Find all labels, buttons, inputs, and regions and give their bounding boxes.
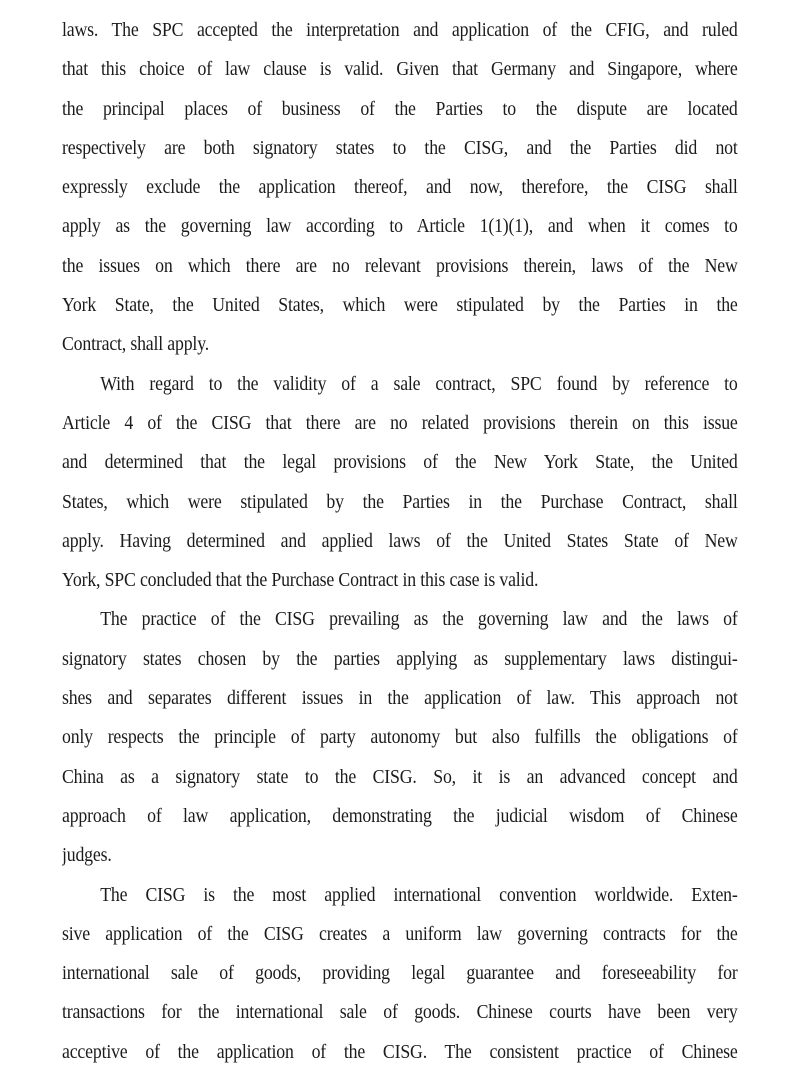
text-line: international sale of goods, providing legal guarantee and foreseeability for [62,962,738,985]
text-line: sive application of the CISG creates a uniform law governing contracts for the [62,922,738,945]
text-line: York State, the United States, which were stipulated by the Parties in the [62,294,738,317]
text-line: approach of law application, demonstrating the judicial wisdom of Chinese [62,804,738,827]
paragraph [62,11,738,365]
text-line: The practice of the CISG prevailing as the governing law and the laws of [100,608,738,631]
text-line: that this choice of law clause is valid. Given that Germany and Singapore, where [62,58,738,81]
text-line: shes and separates different issues in the application of law. This approach not [62,687,738,710]
text-line: The CISG is the most applied international convention worldwide. Exten- [100,883,738,906]
text-line: acceptive of the application of the CISG. The consistent practice of Chinese [62,1040,738,1063]
paragraph [62,876,738,1072]
text-line: transactions for the international sale of goods. Chinese courts have been very [62,1001,738,1024]
text-line: the principal places of business of the Parties to the dispute are located [62,97,738,120]
text-line: With regard to the validity of a sale contract, SPC found by reference to [100,372,738,395]
text-line: York, SPC concluded that the Purchase Contract in this case is valid. [62,569,539,592]
text-line: judges. [62,844,112,867]
text-line: only respects the principle of party autonomy but also fulfills the obligations of [62,726,738,749]
text-line: apply as the governing law according to Article 1(1)(1), and when it comes to [62,215,738,238]
text-line: the issues on which there are no relevant provisions therein, laws of the New [62,254,738,277]
text-line: and determined that the legal provisions of the New York State, the United [62,451,738,474]
text-line: laws. The SPC accepted the interpretation and application of the CFIG, and ruled [62,19,738,41]
text-column [62,11,738,1072]
text-line: expressly exclude the application thereof, and now, therefore, the CISG shall [62,176,738,199]
paragraph [62,365,738,601]
text-line: States, which were stipulated by the Parties in the Purchase Contract, shall [62,490,738,513]
text-line: apply. Having determined and applied laws of the United States State of New [62,529,738,552]
text-line: signatory states chosen by the parties applying as supplementary laws distingui- [62,647,738,670]
text-line: Contract, shall apply. [62,333,210,356]
paragraph [62,600,738,875]
text-line: respectively are both signatory states to the CISG, and the Parties did not [62,136,738,159]
text-line: China as a signatory state to the CISG. So, it is an advanced concept and [62,765,738,788]
text-line: Article 4 of the CISG that there are no related provisions therein on this issue [62,411,738,434]
